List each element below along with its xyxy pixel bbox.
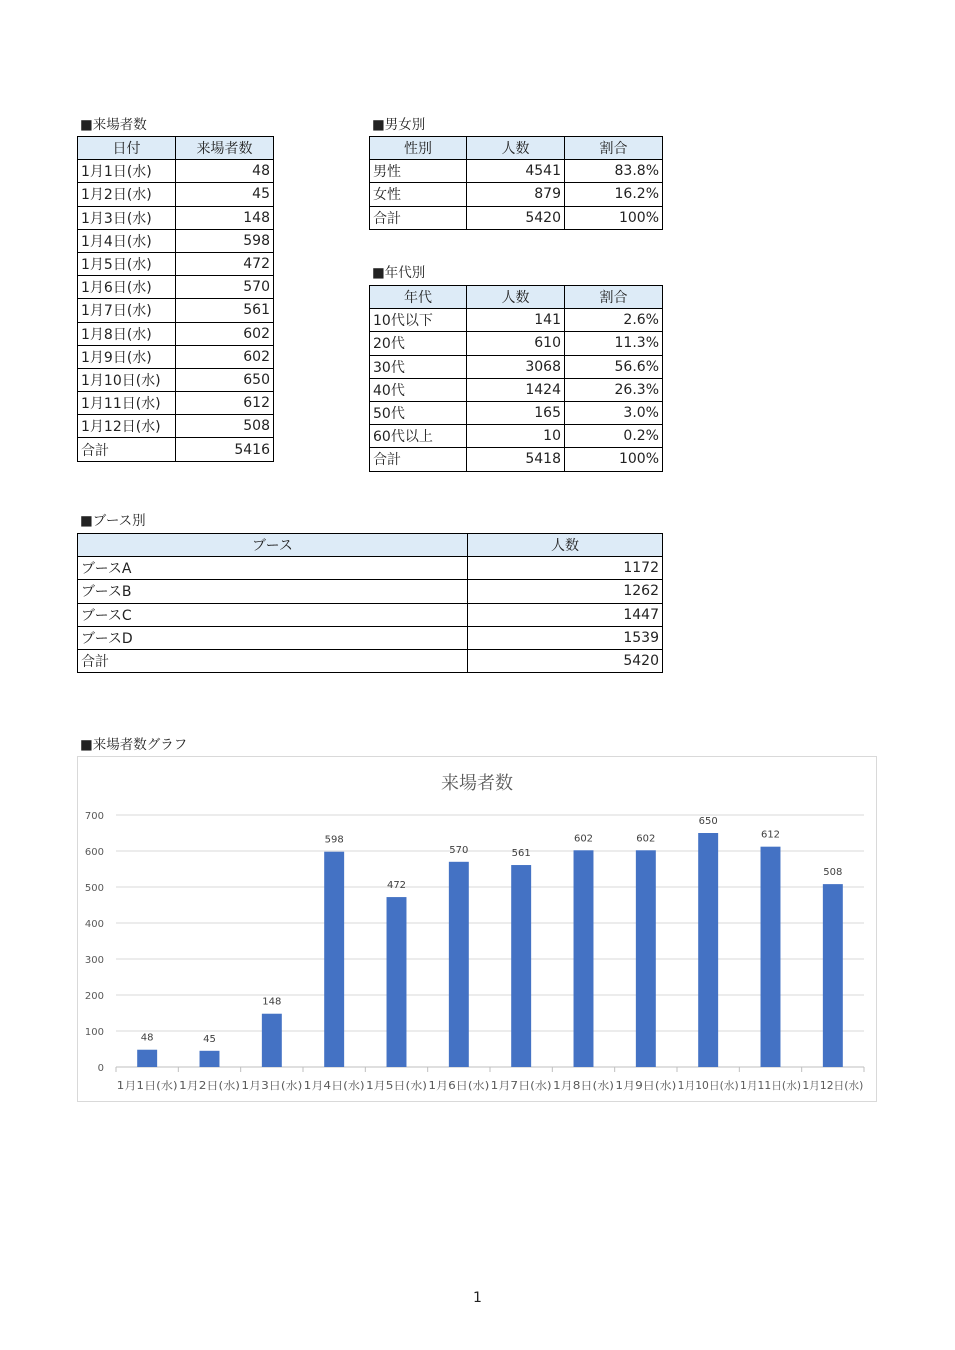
y-tick-label: 300: [84, 955, 104, 966]
table-row: [78, 603, 663, 626]
chart-bars: [137, 833, 843, 1067]
booth-cell: ブースD: [78, 626, 468, 649]
ratio-cell: 2.6%: [565, 309, 663, 332]
bar: [200, 1051, 220, 1067]
bar-data-label: 612: [760, 829, 781, 841]
bar: [511, 865, 531, 1067]
table-row: [78, 626, 663, 649]
bar: [636, 850, 656, 1067]
table-row: [370, 160, 663, 183]
table-row: [78, 345, 274, 368]
x-tick-label: 1月3日(水): [241, 1080, 295, 1092]
chart-data-labels: [141, 816, 843, 1045]
visitor-chart-frame: [77, 756, 877, 1102]
visitors-section-title: ■来場者数: [80, 117, 147, 133]
count-cell: 561: [176, 299, 274, 322]
table-row: [78, 322, 274, 345]
x-axis-ticks: [116, 1067, 864, 1092]
page-number: 1: [473, 1290, 482, 1306]
bar: [449, 862, 469, 1067]
x-tick-label: 1月10日(水): [677, 1080, 738, 1092]
column-header: 人数: [467, 137, 565, 160]
count-cell: 1172: [468, 557, 663, 580]
table-row: [370, 425, 663, 448]
graph-section-title: ■来場者数グラフ: [80, 737, 188, 753]
bar: [761, 847, 781, 1067]
table-row: [78, 276, 274, 299]
total-value-cell: 5420: [468, 649, 663, 672]
y-tick-label: 0: [97, 1063, 104, 1074]
column-header: 来場者数: [176, 137, 274, 160]
count-cell: 650: [176, 368, 274, 391]
table-row: [370, 378, 663, 401]
bar: [324, 852, 344, 1067]
count-cell: 1539: [468, 626, 663, 649]
table-row: [78, 183, 274, 206]
date-cell: 1月3日(水): [78, 206, 176, 229]
booth-cell: ブースA: [78, 557, 468, 580]
booth-table: [77, 533, 663, 673]
gender-cell: 女性: [370, 183, 467, 206]
bar: [698, 833, 718, 1067]
bar-data-label: 45: [203, 1033, 216, 1045]
y-tick-label: 500: [84, 883, 104, 894]
ratio-cell: 0.2%: [565, 425, 663, 448]
count-cell: 472: [176, 252, 274, 275]
gender-table: [369, 136, 663, 230]
table-row: [78, 252, 274, 275]
bar-data-label: 472: [386, 880, 407, 892]
table-row: [78, 580, 663, 603]
date-cell: 1月10日(水): [78, 368, 176, 391]
booth-cell: ブースB: [78, 580, 468, 603]
date-cell: 1月4日(水): [78, 229, 176, 252]
bar: [137, 1050, 157, 1067]
table-header-row: [78, 534, 663, 557]
count-cell: 141: [467, 309, 565, 332]
count-cell: 602: [176, 345, 274, 368]
bar-data-label: 602: [573, 833, 594, 845]
table-row: [78, 368, 274, 391]
y-tick-label: 400: [84, 919, 104, 930]
table-header-row: [78, 137, 274, 160]
column-header: 人数: [468, 534, 663, 557]
ratio-cell: 83.8%: [565, 160, 663, 183]
count-cell: 3068: [467, 355, 565, 378]
count-cell: 1447: [468, 603, 663, 626]
table-row: [78, 299, 274, 322]
total-ratio-cell: 100%: [565, 448, 663, 471]
count-cell: 612: [176, 392, 274, 415]
count-cell: 1424: [467, 378, 565, 401]
bar-data-label: 561: [511, 848, 531, 860]
total-label-cell: 合計: [78, 649, 468, 672]
bar-data-label: 650: [698, 816, 718, 827]
chart-gridlines: [116, 815, 864, 1067]
total-value-cell: 5420: [467, 206, 565, 229]
age-section-title: ■年代別: [372, 265, 426, 281]
total-row: [78, 649, 663, 672]
total-row: [370, 448, 663, 471]
count-cell: 570: [176, 276, 274, 299]
table-header-row: [370, 137, 663, 160]
x-tick-label: 1月11日(水): [740, 1080, 800, 1092]
column-header: 性別: [370, 137, 467, 160]
x-tick-label: 1月8日(水): [553, 1080, 607, 1092]
total-label-cell: 合計: [370, 206, 467, 229]
bar-data-label: 508: [823, 867, 843, 879]
column-header: 日付: [78, 137, 176, 160]
y-tick-label: 600: [84, 847, 104, 858]
table-row: [78, 392, 274, 415]
total-value-cell: 5416: [176, 438, 274, 461]
column-header: 割合: [565, 286, 663, 309]
total-value-cell: 5418: [467, 448, 565, 471]
count-cell: 879: [467, 183, 565, 206]
age-group-cell: 50代: [370, 401, 467, 424]
date-cell: 1月11日(水): [78, 392, 176, 415]
bar-data-label: 598: [324, 834, 344, 846]
table-header-row: [370, 286, 663, 309]
x-tick-label: 1月4日(水): [303, 1080, 357, 1092]
bar: [262, 1014, 282, 1067]
count-cell: 610: [467, 332, 565, 355]
date-cell: 1月1日(水): [78, 160, 176, 183]
count-cell: 508: [176, 415, 274, 438]
age-group-cell: 60代以上: [370, 425, 467, 448]
booth-cell: ブースC: [78, 603, 468, 626]
bar-data-label: 48: [140, 1032, 154, 1044]
age-group-cell: 20代: [370, 332, 467, 355]
table-row: [78, 415, 274, 438]
total-ratio-cell: 100%: [565, 206, 663, 229]
column-header: 割合: [565, 137, 663, 160]
count-cell: 45: [176, 183, 274, 206]
bar: [387, 897, 407, 1067]
y-tick-label: 100: [84, 1027, 104, 1038]
total-row: [370, 206, 663, 229]
age-group-cell: 30代: [370, 355, 467, 378]
x-tick-label: 1月6日(水): [428, 1080, 482, 1092]
age-group-cell: 10代以下: [370, 309, 467, 332]
count-cell: 48: [176, 160, 274, 183]
count-cell: 4541: [467, 160, 565, 183]
bar-data-label: 602: [636, 833, 656, 845]
count-cell: 165: [467, 401, 565, 424]
table-row: [370, 355, 663, 378]
ratio-cell: 56.6%: [565, 355, 663, 378]
bar-data-label: 570: [449, 844, 469, 856]
count-cell: 598: [176, 229, 274, 252]
age-table: [369, 285, 663, 472]
date-cell: 1月12日(水): [78, 415, 176, 438]
x-tick-label: 1月2日(水): [179, 1080, 233, 1092]
table-row: [78, 206, 274, 229]
count-cell: 10: [467, 425, 565, 448]
table-row: [370, 332, 663, 355]
age-group-cell: 40代: [370, 378, 467, 401]
bar: [823, 884, 843, 1067]
table-row: [370, 401, 663, 424]
x-tick-label: 1月1日(水): [116, 1080, 170, 1092]
date-cell: 1月2日(水): [78, 183, 176, 206]
x-tick-label: 1月7日(水): [490, 1080, 544, 1092]
ratio-cell: 26.3%: [565, 378, 663, 401]
visitors-table: [77, 136, 274, 462]
bar-data-label: 148: [262, 996, 282, 1008]
count-cell: 1262: [468, 580, 663, 603]
table-row: [370, 309, 663, 332]
y-tick-label: 200: [84, 991, 104, 1002]
x-tick-label: 1月9日(水): [615, 1080, 669, 1092]
table-row: [78, 557, 663, 580]
y-tick-label: 700: [84, 811, 104, 822]
chart-title: 来場者数: [441, 773, 513, 794]
y-axis-ticks: [85, 811, 104, 1074]
x-tick-label: 1月5日(水): [366, 1080, 420, 1092]
total-label-cell: 合計: [370, 448, 467, 471]
date-cell: 1月8日(水): [78, 322, 176, 345]
ratio-cell: 16.2%: [565, 183, 663, 206]
column-header: 年代: [370, 286, 467, 309]
visitor-bar-chart: [78, 757, 876, 1101]
date-cell: 1月5日(水): [78, 252, 176, 275]
count-cell: 602: [176, 322, 274, 345]
total-row: [78, 438, 274, 461]
ratio-cell: 11.3%: [565, 332, 663, 355]
date-cell: 1月9日(水): [78, 345, 176, 368]
x-tick-label: 1月12日(水): [802, 1080, 863, 1092]
ratio-cell: 3.0%: [565, 401, 663, 424]
count-cell: 148: [176, 206, 274, 229]
booth-section-title: ■ブース別: [80, 513, 146, 529]
table-row: [370, 183, 663, 206]
date-cell: 1月6日(水): [78, 276, 176, 299]
date-cell: 1月7日(水): [78, 299, 176, 322]
bar: [574, 850, 594, 1067]
gender-cell: 男性: [370, 160, 467, 183]
gender-section-title: ■男女別: [372, 117, 426, 133]
table-row: [78, 229, 274, 252]
column-header: 人数: [467, 286, 565, 309]
column-header: ブース: [78, 534, 468, 557]
table-row: [78, 160, 274, 183]
total-label-cell: 合計: [78, 438, 176, 461]
